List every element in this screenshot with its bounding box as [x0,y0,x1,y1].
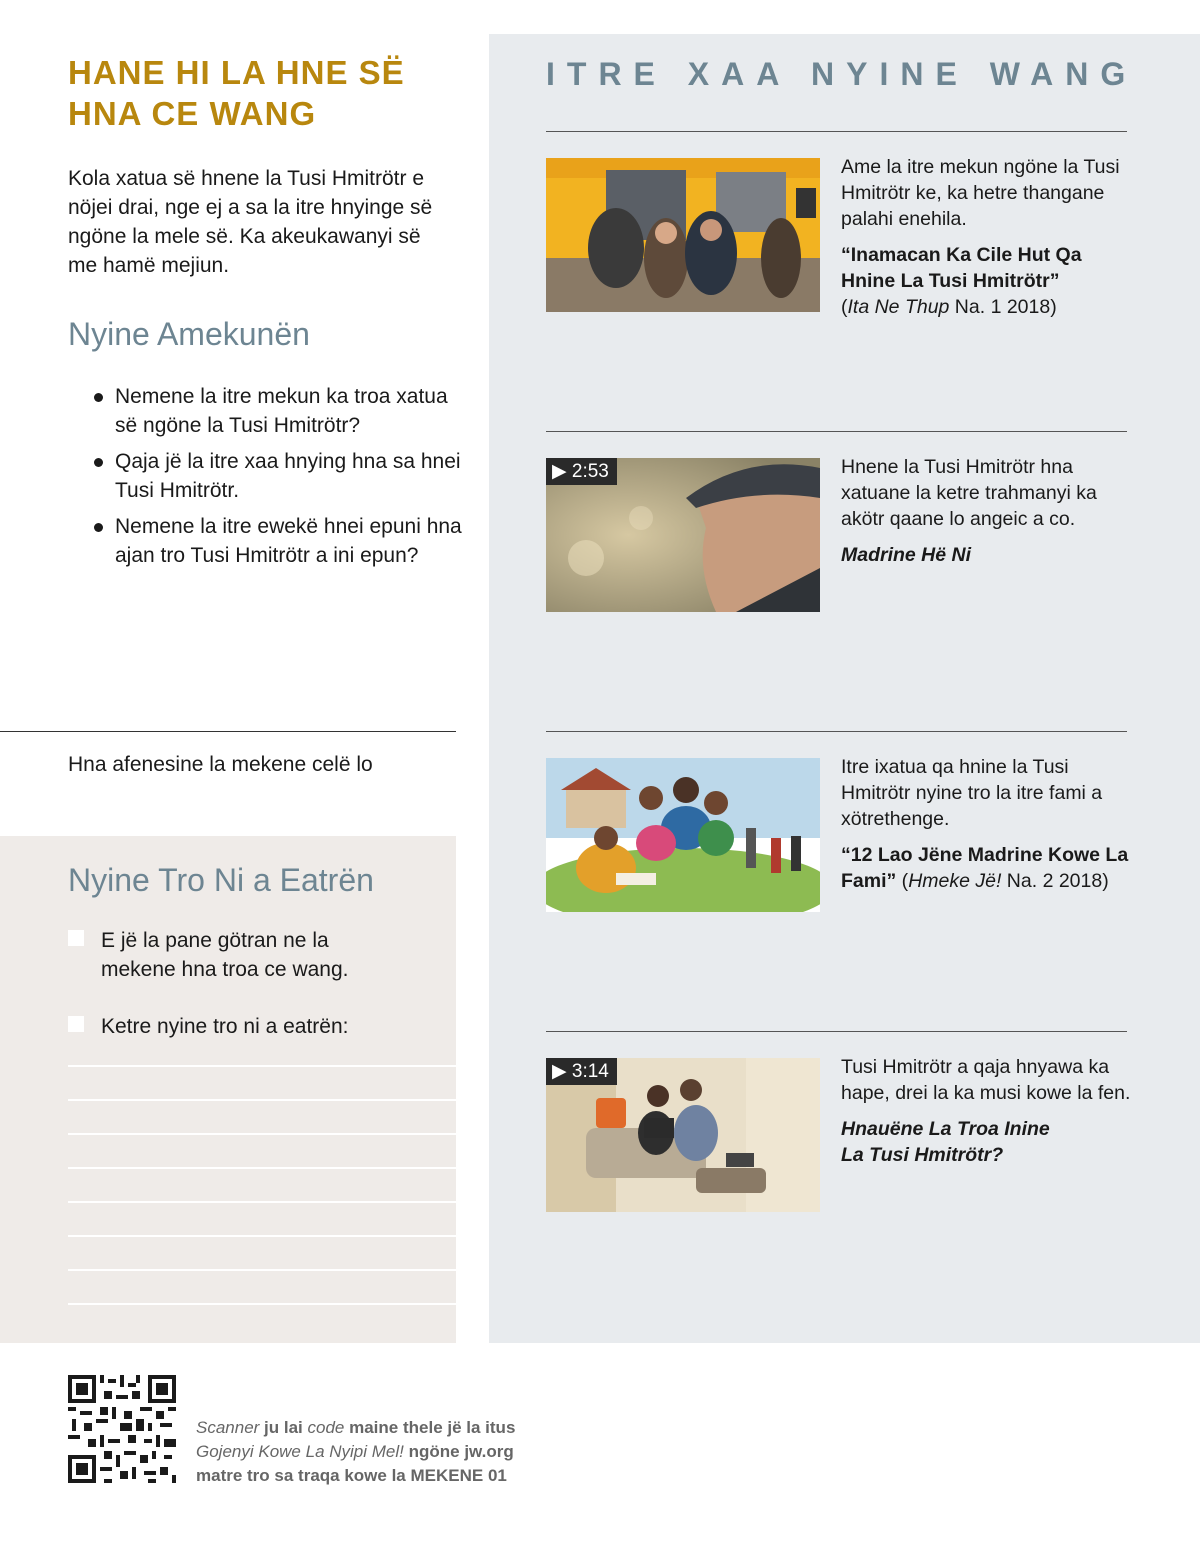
writing-line[interactable] [68,1065,456,1067]
article-item [841,754,1131,894]
item-title[interactable] [841,842,1131,894]
try-heading: Nyine Tro Ni a Eatrën [68,862,374,898]
item-description: Hnene la Tusi Hmitrötr hna xatuane la ketre trahmanyi ka akötr qaane lo angeic a co. [841,456,1097,530]
video-thumbnail-study[interactable] [546,1058,820,1212]
intro-section [68,52,458,280]
item-description: Tusi Hmitrötr a qaja hnyawa ka hape, drei la ka musi kowe la fen. [841,1056,1131,1104]
item-source-issue: Na. 2 2018) [1001,870,1109,892]
video-duration: ▶ 3:14 [546,1058,617,1085]
footer-text: maine thele jë la itus [344,1418,516,1437]
item-title[interactable] [841,242,1131,320]
footer-text: matre tro sa traqa kowe la [196,1466,411,1485]
intro-paragraph: Kola xatua së hnene la Tusi Hmitrötr e nöjei drai, nge ej a sa la itre hnyinge së ngöne la mele së. Ka akeukawanyi së me hamë mejiun. [68,167,433,277]
item-description: Ame la itre mekun ngöne la Tusi Hmitrötr ke, ka hetre thangane palahi enehila. [841,156,1120,230]
checklist-item [68,1012,348,1041]
review-heading: Nyine Amekunën [68,316,310,352]
writing-line[interactable] [68,1099,456,1101]
page-title-line-1: HANE HI LA HNE SË [68,54,405,91]
item-source-publication: Ita Ne Thup [847,296,950,318]
item-title-text: “Inamacan Ka Cile Hut Qa Hnine La Tusi Hmitrötr” [841,244,1082,292]
review-item: Nemene la itre ewekë hnei epuni hna ajan tro Tusi Hmitrötr a ini epun? [92,512,462,570]
checkbox[interactable] [68,930,84,946]
video-duration: ▶ 2:53 [546,458,617,485]
article-thumbnail-train[interactable] [546,158,820,312]
article-thumbnail-family[interactable] [546,758,820,912]
footer-link[interactable]: ngöne jw.org [403,1442,514,1461]
page-title-line-2: HNA CE WANG [68,95,317,132]
item-source-publication: Hmeke Jë! [908,870,1002,892]
explore-more-heading: ITRE XAA NYINE WANG [546,56,1138,92]
writing-line[interactable] [68,1235,456,1237]
footer-text: Scanner [196,1418,260,1437]
writing-line[interactable] [68,1269,456,1271]
divider [546,431,1127,432]
item-source: ( [896,870,909,892]
footer-instructions [196,1416,596,1488]
checklist-item [68,926,391,984]
item-title[interactable]: Madrine Hë Ni [841,544,972,566]
review-list [92,382,462,577]
divider [0,731,456,732]
item-source-issue: Na. 1 2018) [949,296,1057,318]
article-item [841,154,1131,320]
notes-label: Hna afenesine la mekene celë lo [68,753,373,776]
writing-line[interactable] [68,1303,456,1305]
writing-line[interactable] [68,1133,456,1135]
checklist-label: Ketre nyine tro ni a eatrën: [101,1015,349,1038]
divider [546,731,1127,732]
checklist-label: E jë la pane götran ne la mekene hna troa ce wang. [101,929,349,981]
footer-publication: Gojenyi Kowe La Nyipi Mel! [196,1442,404,1461]
qr-code-icon[interactable] [68,1375,176,1483]
page-title [68,52,458,134]
footer-lesson: MEKENE 01 [410,1466,507,1485]
review-item: Nemene la itre mekun ka troa xatua së ngöne la Tusi Hmitrötr? [92,382,462,440]
footer-text: ju lai [259,1418,308,1437]
checkbox[interactable] [68,1016,84,1032]
try-this-box [0,836,456,1343]
video-item [841,454,1131,568]
divider [546,1031,1127,1032]
writing-line[interactable] [68,1201,456,1203]
video-item [841,1054,1131,1168]
footer-text: code [307,1418,345,1437]
divider [546,131,1127,132]
writing-line[interactable] [68,1167,456,1169]
item-title[interactable]: Hnauëne La Troa Inine La Tusi Hmitrötr? [841,1118,1050,1166]
item-description: Itre ixatua qa hnine la Tusi Hmitrötr nyine tro la itre fami a xötrethenge. [841,756,1103,830]
video-thumbnail-man[interactable] [546,458,820,612]
item-title-text: “12 Lao Jëne Madrine Kowe La Fami” [841,844,1129,892]
review-item: Qaja jë la itre xaa hnying hna sa hnei Tusi Hmitrötr. [92,447,462,505]
item-source: ( [841,296,848,318]
